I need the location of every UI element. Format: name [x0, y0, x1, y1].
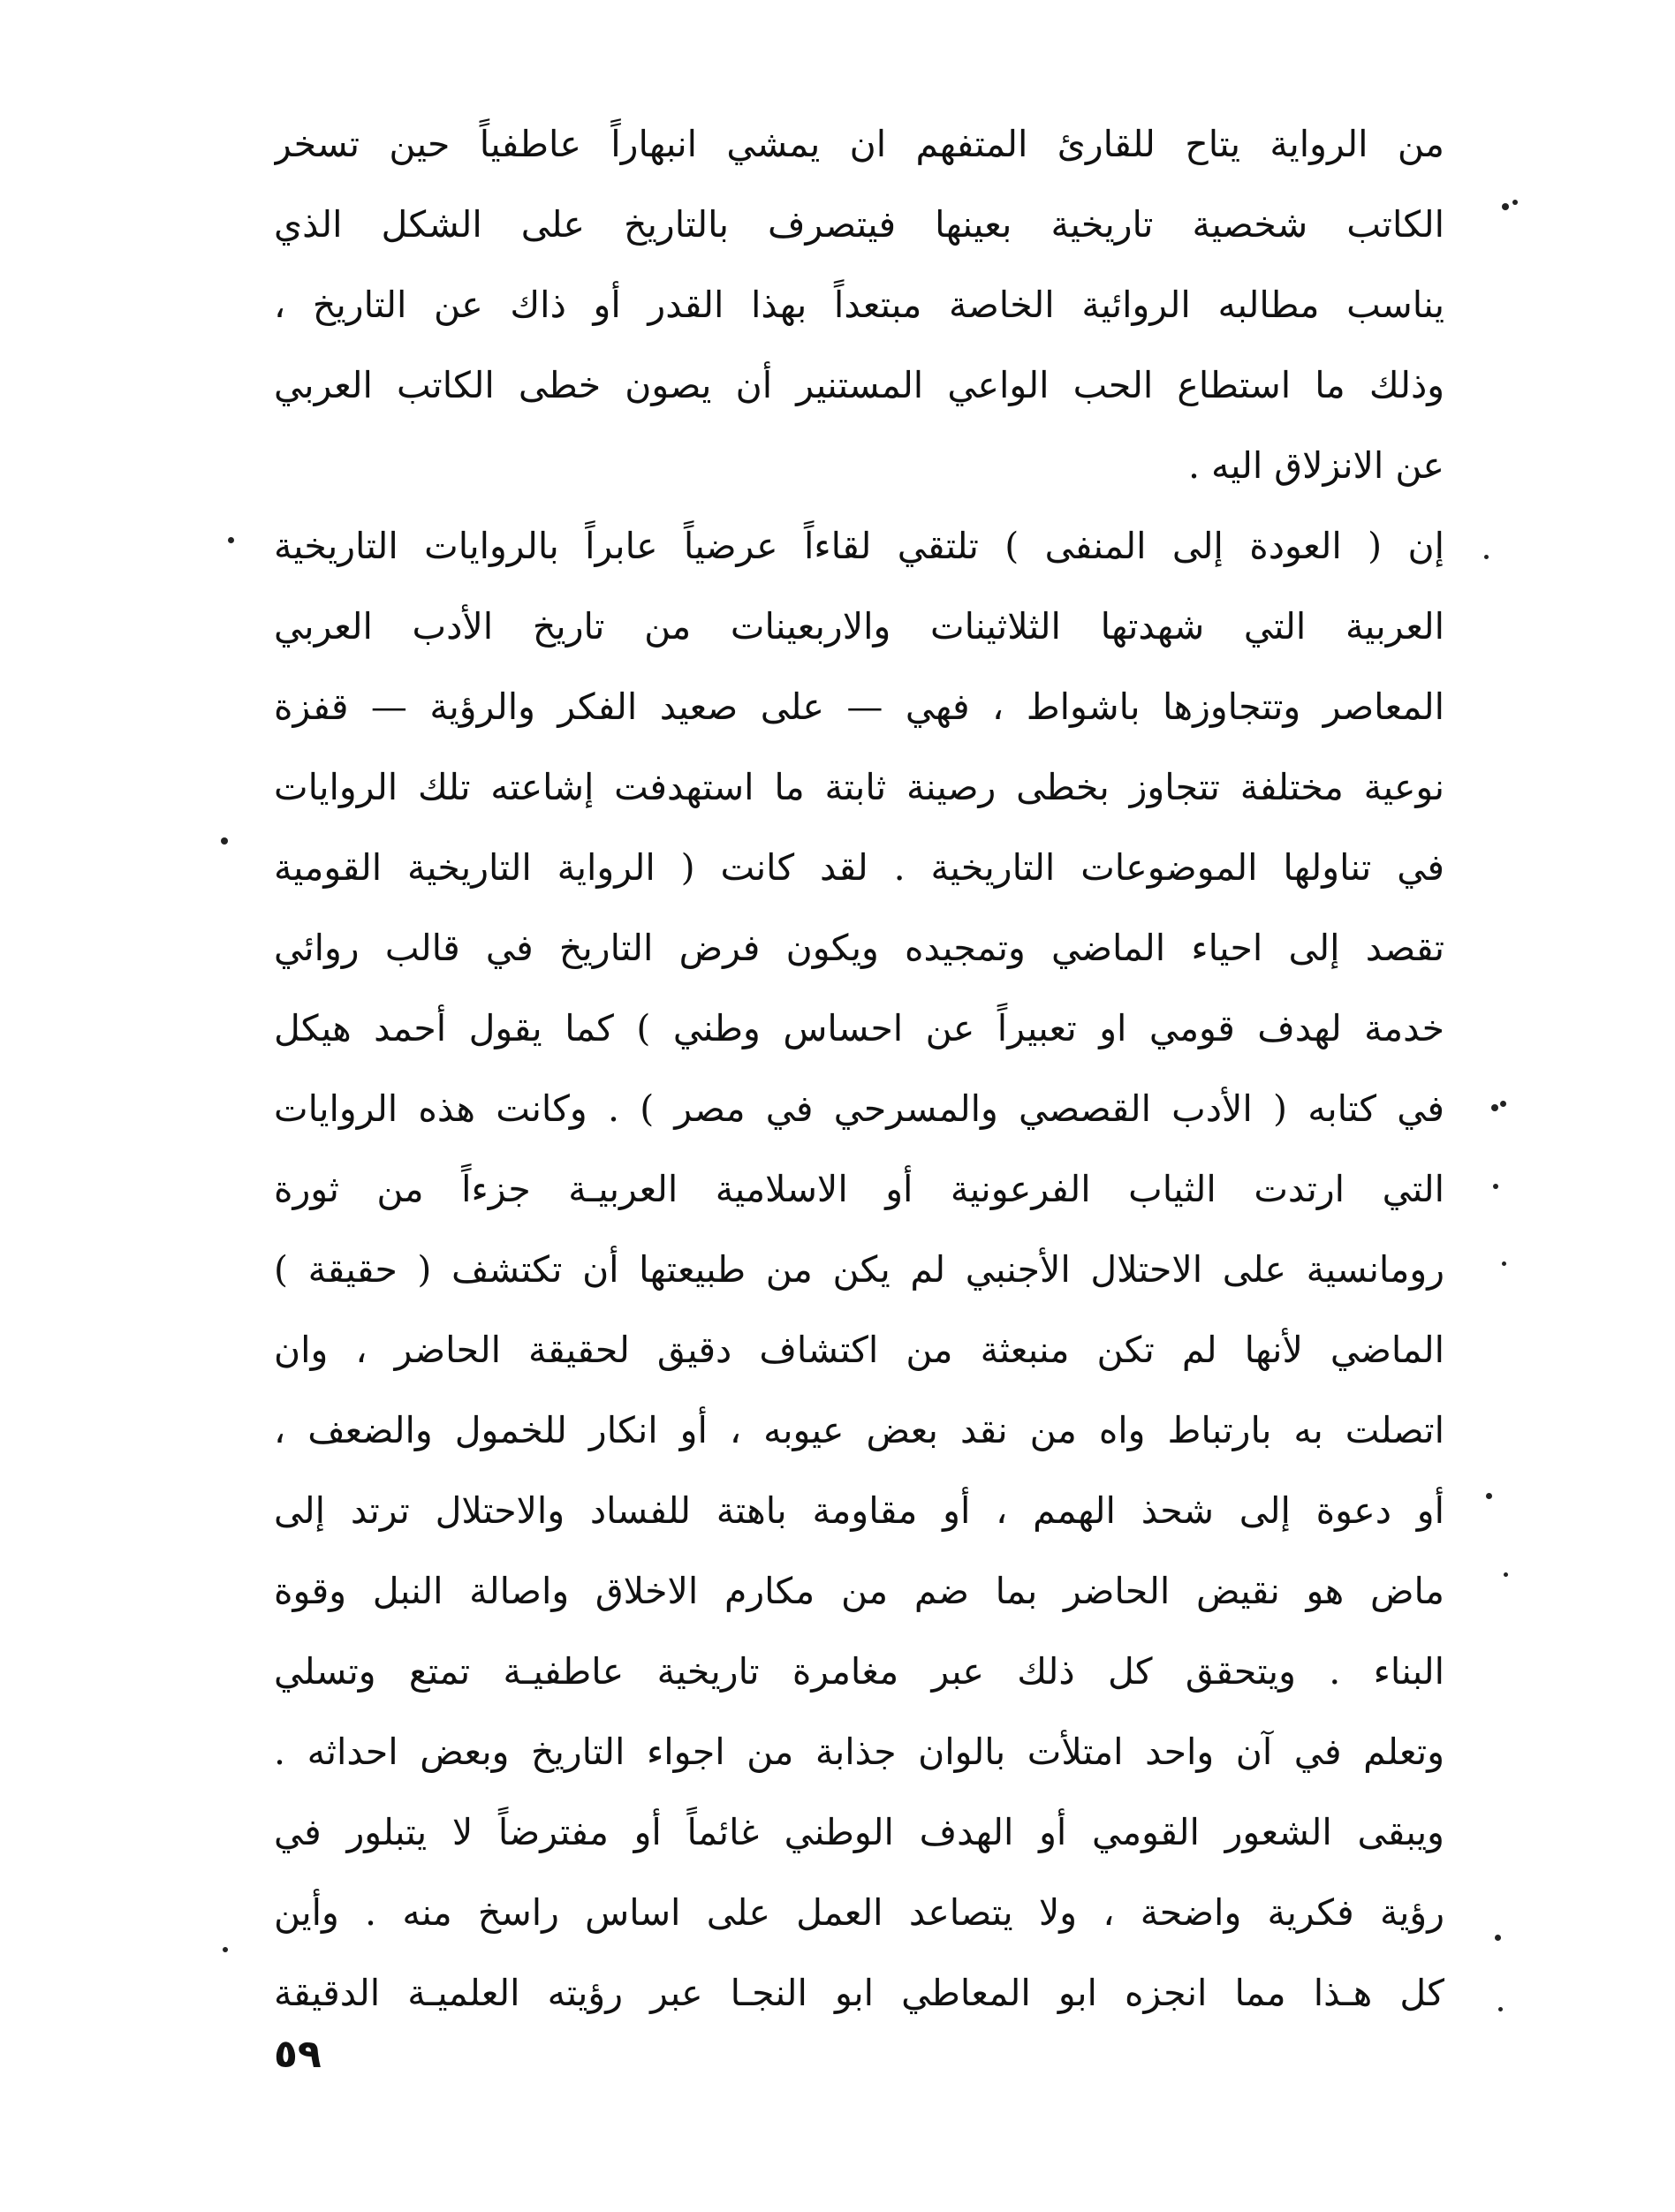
text-line: في تناولها الموضوعات التاريخية . لقد كانت ( الرواية التاريخية القومية	[274, 846, 1444, 889]
body-text	[274, 104, 1444, 2034]
scan-speck	[1502, 1261, 1506, 1266]
text-line: رومانسية على الاحتلال الأجنبي لم يكن من طبيعتها أن تكتشف ( حقيقة )	[274, 1248, 1444, 1291]
text-line: وتعلم في آن واحد امتلأت بالوان جذابة من اجواء التاريخ وبعض احداثه .	[274, 1731, 1444, 1773]
page-number: ٥٩	[274, 2032, 322, 2077]
text-line: المعاصر وتتجاوزها باشواط ، فهي — على صعيد الفكر والرؤية — قفزة	[274, 686, 1444, 728]
text-line: يناسب مطالبه الروائية الخاصة مبتعداً بهذا القدر أو ذاك عن التاريخ ،	[274, 284, 1444, 326]
scan-speck	[1493, 1184, 1498, 1189]
text-line: رؤية فكرية واضحة ، ولا يتصاعد العمل على اساس راسخ منه . وأين	[274, 1891, 1444, 1934]
text-line: العربية التي شهدتها الثلاثينات والاربعينات من تاريخ الأدب العربي	[274, 605, 1444, 648]
text-line: ويبقى الشعور القومي أو الهدف الوطني غائماً أو مفترضاً لا يتبلور في	[274, 1811, 1444, 1853]
text-line: التي ارتدت الثياب الفرعونية أو الاسلامية العربيـة جزءاً من ثورة	[274, 1168, 1444, 1210]
text-line: البناء . ويتحقق كل ذلك عبر مغامرة تاريخية عاطفيـة تمتع وتسلي	[274, 1650, 1444, 1693]
text-line: عن الانزلاق اليه .	[1187, 444, 1444, 487]
text-line: وذلك ما استطاع الحب الواعي المستنير أن يصون خطى الكاتب العربي	[274, 364, 1444, 406]
scan-speck	[1504, 1572, 1508, 1577]
text-line: الماضي لأنها لم تكن منبعثة من اكتشاف دقيق لحقيقة الحاضر ، وان	[274, 1329, 1444, 1371]
text-line: إن ( العودة إلى المنفى ) تلتقي لقاءاً عرضياً عابراً بالروايات التاريخية	[274, 525, 1444, 567]
scan-speck	[1502, 203, 1509, 210]
text-line: نوعية مختلفة تتجاوز بخطى رصينة ثابتة ما استهدفت إشاعته تلك الروايات	[274, 766, 1444, 808]
scan-speck	[1512, 200, 1518, 205]
scan-speck	[1486, 1493, 1492, 1499]
scan-speck	[1500, 1101, 1506, 1107]
scan-speck	[1495, 1935, 1501, 1941]
text-line: خدمة لهدف قومي او تعبيراً عن احساس وطني ) كما يقول أحمد هيكل	[274, 1007, 1444, 1049]
text-line: أو دعوة إلى شحذ الهمم ، أو مقاومة باهتة للفساد والاحتلال ترتد إلى	[274, 1489, 1444, 1532]
text-line: اتصلت به بارتباط واه من نقد بعض عيوبه ، أو انكار للخمول والضعف ،	[274, 1409, 1444, 1451]
scan-speck	[1491, 1104, 1498, 1111]
scan-speck	[228, 537, 234, 543]
scan-speck	[1498, 2007, 1503, 2011]
text-line: في كتابه ( الأدب القصصي والمسرحي في مصر ) . وكانت هذه الروايات	[274, 1087, 1444, 1130]
text-line: كل هـذا مما انجزه ابو المعاطي ابو النجـا عبر رؤيته العلميـة الدقيقة	[274, 1972, 1444, 2014]
scan-speck	[223, 1947, 228, 1952]
text-line: الكاتب شخصية تاريخية بعينها فيتصرف بالتاريخ على الشكل الذي	[274, 203, 1444, 246]
scan-speck	[1484, 555, 1489, 559]
text-line: ماض هو نقيض الحاضر بما ضم من مكارم الاخلاق واصالة النبل وقوة	[274, 1570, 1444, 1612]
text-line: تقصد إلى احياء الماضي وتمجيده ويكون فرض التاريخ في قالب روائي	[274, 927, 1444, 969]
text-line: من الرواية يتاح للقارئ المتفهم ان يمشي انبهاراً عاطفياً حين تسخر	[274, 123, 1444, 165]
scan-speck	[221, 837, 228, 845]
